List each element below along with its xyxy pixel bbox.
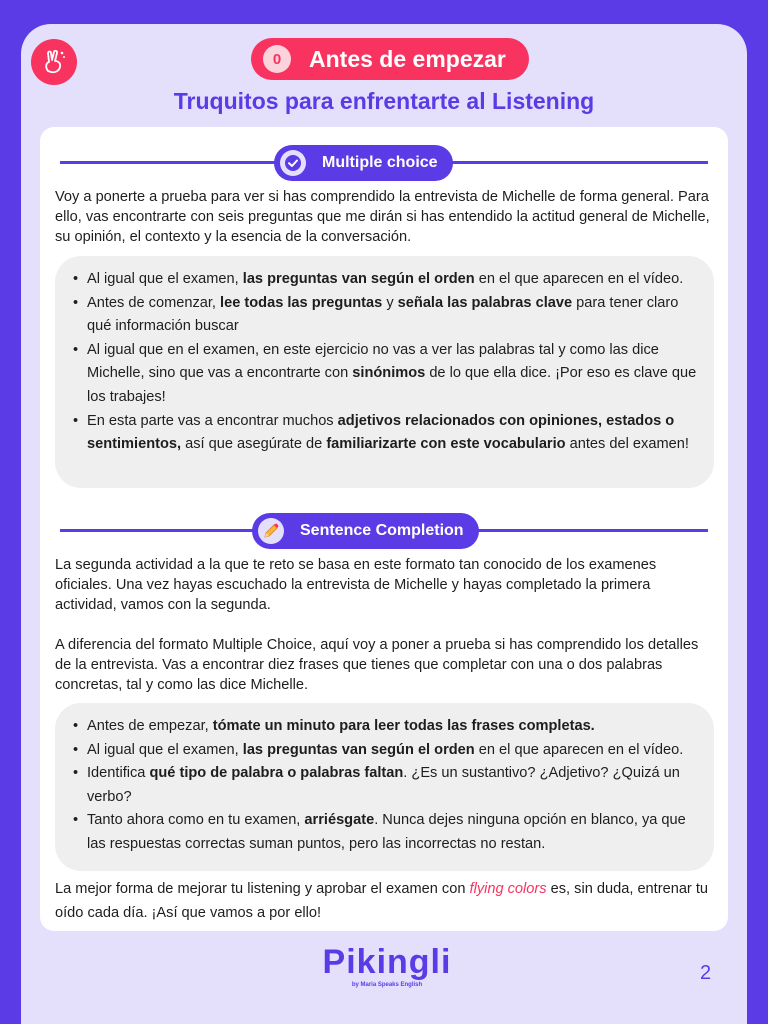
pencil-icon <box>258 518 284 544</box>
section-header-sentence-completion <box>60 513 708 549</box>
check-icon <box>280 150 306 176</box>
intro-paragraph: La segunda actividad a la que te reto se basa en este formato tan conocido de los examenes oficiales. Una vez hayas escuchado la entrevista de Michelle y hayas completado la primera actividad, vamos con la segunda. <box>55 557 657 613</box>
list-item: • Tanto ahora como en tu examen, arriésgate. Nunca dejes ninguna opción en blanco, ya que las respuestas correctas suman puntos, pero las incorrectas no restan. <box>73 809 704 856</box>
page-subtitle: Truquitos para enfrentarte al Listening <box>173 88 595 114</box>
list-item: • Al igual que el examen, las preguntas van según el orden en el que aparecen en el vídeo. <box>73 739 704 763</box>
brand-logo: Pikingli <box>322 943 452 981</box>
step-number: 0 <box>263 45 291 73</box>
closing-paragraph: La mejor forma de mejorar tu listening y aprobar el examen con flying colors es, sin duda, entrenar tu oído cada día. ¡Así que vamos a por ello! <box>55 881 709 921</box>
section-tag <box>274 145 453 181</box>
intro-paragraph: A diferencia del formato Multiple Choice, aquí voy a poner a prueba si has comprendido los detalles de la entrevista. Vas a encontrar diez frases que tienes que completar con una o dos palabras concretas, tal y como las dice Michelle. <box>55 637 699 693</box>
section-tag <box>252 513 479 549</box>
section-header-multiple-choice <box>60 145 708 181</box>
list-item: • En esta parte vas a encontrar muchos adjetivos relacionados con opiniones, estados o sentimientos, así que asegúrate de familiarizarte con este vocabulario antes del examen! <box>73 410 704 457</box>
section-title: Sentence Completion <box>300 522 464 539</box>
section-pill <box>251 38 529 80</box>
step-title: Antes de empezar <box>309 45 506 72</box>
tips-box <box>55 256 714 488</box>
highlight-text: flying colors <box>469 881 547 897</box>
list-item: • Antes de empezar, tómate un minuto para leer todas las frases completas. <box>73 715 704 739</box>
list-item: • Al igual que el examen, las preguntas van según el orden en el que aparecen en el vídeo. <box>73 268 704 292</box>
peace-hand-logo-icon <box>31 39 77 85</box>
list-item: • Antes de comenzar, lee todas las preguntas y señala las palabras clave para tener claro qué información buscar <box>73 292 704 339</box>
tips-box <box>55 703 714 871</box>
brand-tagline: by Maria Speaks English <box>351 982 423 988</box>
page-number: 2 <box>700 962 712 984</box>
section-title: Multiple choice <box>322 154 438 171</box>
list-item: • Identifica qué tipo de palabra o palabras faltan. ¿Es un sustantivo? ¿Adjetivo? ¿Quizá un verbo? <box>73 762 704 809</box>
list-item: • Al igual que en el examen, en este ejercicio no vas a ver las palabras tal y como las dice Michelle, sino que vas a encontrarte con sinónimos de lo que ella dice. ¡Por eso es clave que los trabajes! <box>73 339 704 410</box>
intro-paragraph: Voy a ponerte a prueba para ver si has comprendido la entrevista de Michelle de forma general. Para ello, vas encontrarte con seis preguntas que me dirán si has entendido la actitud general de Michelle, su opinión, el contexto y la esencia de la conversación. <box>55 189 710 245</box>
